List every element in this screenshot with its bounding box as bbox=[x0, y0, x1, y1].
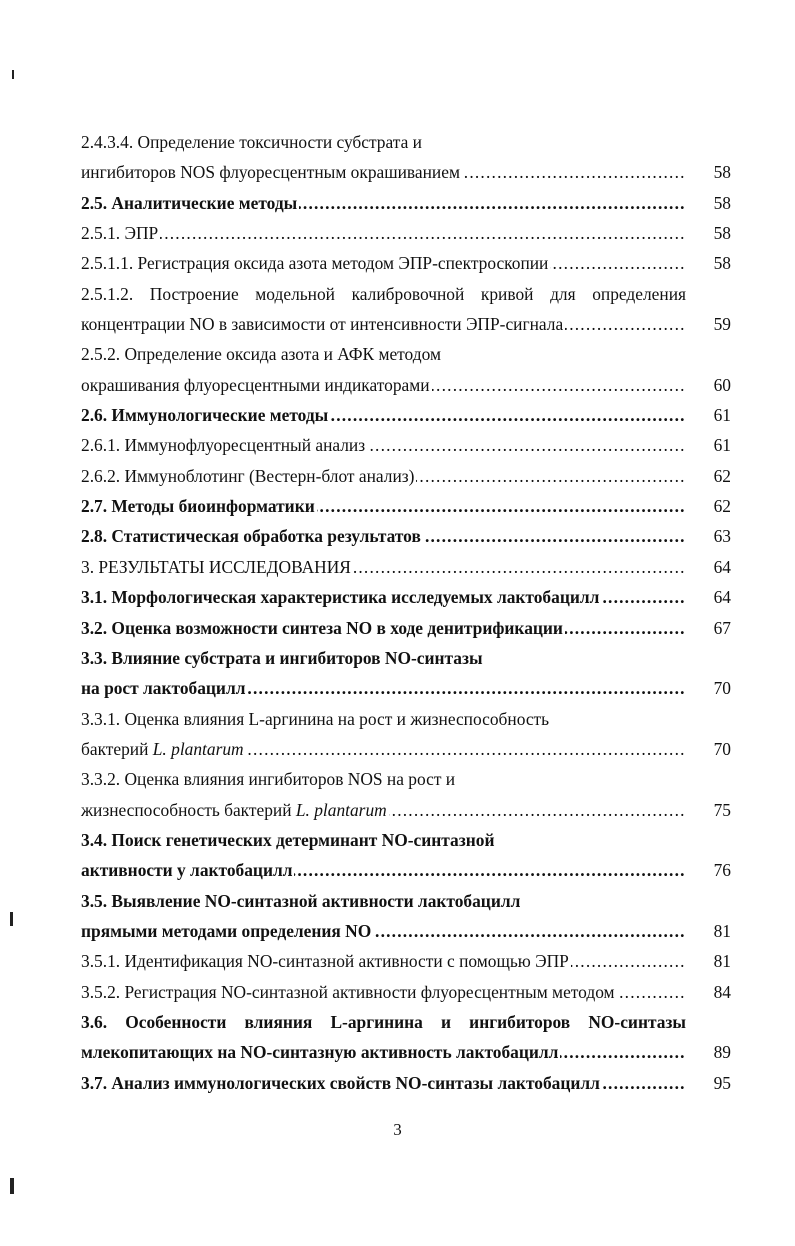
toc-entry-page: 62 bbox=[713, 465, 731, 486]
toc-entry bbox=[81, 157, 731, 187]
toc-entry bbox=[81, 1068, 731, 1098]
toc-entry-page: 62 bbox=[713, 496, 731, 517]
toc-entry bbox=[81, 734, 731, 764]
toc-entry bbox=[81, 491, 731, 521]
leader-dots bbox=[81, 218, 685, 248]
toc-entry-title: 3.5. Выявление NO-синтазной активности лактобацилл bbox=[81, 890, 521, 911]
toc-entry-title: 3.7. Анализ иммунологических свойств NO-синтазы лактобацилл bbox=[81, 1072, 600, 1093]
toc-entry bbox=[81, 370, 731, 400]
toc-entry-title: 3. РЕЗУЛЬТАТЫ ИССЛЕДОВАНИЯ bbox=[81, 556, 351, 577]
table-of-contents bbox=[81, 127, 731, 1098]
toc-entry bbox=[81, 461, 731, 491]
toc-entry-title: 2.5.1. ЭПР bbox=[81, 223, 159, 244]
toc-entry-page: 75 bbox=[713, 799, 731, 820]
toc-entry-title: млекопитающих на NO-синтазную активность лактобацилл bbox=[81, 1042, 559, 1063]
toc-entry bbox=[81, 127, 731, 157]
toc-entry bbox=[81, 552, 731, 582]
toc-entry-page: 67 bbox=[713, 617, 731, 638]
toc-entry bbox=[81, 673, 731, 703]
toc-entry bbox=[81, 795, 731, 825]
toc-entry-title: окрашивания флуоресцентными индикаторами bbox=[81, 374, 430, 395]
toc-entry-page: 81 bbox=[713, 951, 731, 972]
scan-speck bbox=[10, 912, 13, 926]
species-name: L. plantarum bbox=[295, 799, 387, 820]
toc-entry bbox=[81, 764, 731, 794]
toc-entry-page: 64 bbox=[713, 587, 731, 608]
toc-entry-title: 2.7. Методы биоинформатики bbox=[81, 496, 315, 517]
toc-entry-title: жизнеспособность бактерий L. plantarum bbox=[81, 799, 387, 820]
toc-entry-title: 3.5.2. Регистрация NO-синтазной активности флуоресцентным методом bbox=[81, 981, 615, 1002]
toc-entry bbox=[81, 1037, 731, 1067]
toc-entry-title: 3.5.1. Идентификация NO-синтазной активности с помощью ЭПР bbox=[81, 951, 569, 972]
toc-entry bbox=[81, 218, 731, 248]
toc-entry bbox=[81, 248, 731, 278]
toc-entry-title: 2.8. Статистическая обработка результатов bbox=[81, 526, 421, 547]
toc-entry-page: 76 bbox=[713, 860, 731, 881]
toc-entry bbox=[81, 886, 731, 916]
toc-entry-title: бактерий L. plantarum bbox=[81, 738, 244, 759]
toc-entry-title: 2.5.1.2. Построение модельной калибровочной кривой для определения bbox=[81, 283, 686, 304]
toc-entry-title: 3.1. Морфологическая характеристика исследуемых лактобацилл bbox=[81, 587, 600, 608]
toc-entry bbox=[81, 400, 731, 430]
toc-entry bbox=[81, 643, 731, 673]
toc-entry bbox=[81, 188, 731, 218]
toc-entry bbox=[81, 339, 731, 369]
toc-entry bbox=[81, 430, 731, 460]
toc-entry bbox=[81, 309, 731, 339]
toc-entry-title: 3.3.1. Оценка влияния L-аргинина на рост и жизнеспособность bbox=[81, 708, 550, 729]
species-name: L. plantarum bbox=[152, 738, 244, 759]
toc-entry bbox=[81, 521, 731, 551]
toc-entry bbox=[81, 1007, 688, 1037]
toc-entry-page: 64 bbox=[713, 556, 731, 577]
toc-entry-page: 58 bbox=[713, 253, 731, 274]
toc-entry bbox=[81, 977, 731, 1007]
toc-entry bbox=[81, 279, 688, 309]
toc-entry-page: 70 bbox=[713, 678, 731, 699]
toc-entry-title: 3.6. Особенности влияния L-аргинина и ингибиторов NO-синтазы bbox=[81, 1011, 686, 1032]
toc-entry bbox=[81, 916, 731, 946]
toc-entry-title: 2.5.2. Определение оксида азота и АФК методом bbox=[81, 344, 441, 365]
toc-entry-title: 2.6.2. Иммуноблотинг (Вестерн-блот анализ) bbox=[81, 465, 415, 486]
toc-entry-title: 3.2. Оценка возможности синтеза NO в ходе денитрификации bbox=[81, 617, 563, 638]
toc-entry-page: 58 bbox=[713, 192, 731, 213]
toc-entry-title: 2.6. Иммунологические методы bbox=[81, 405, 329, 426]
toc-entry bbox=[81, 704, 731, 734]
toc-entry bbox=[81, 582, 731, 612]
toc-entry bbox=[81, 855, 731, 885]
scan-speck bbox=[10, 1178, 14, 1194]
toc-entry-title: 3.3.2. Оценка влияния ингибиторов NOS на рост и bbox=[81, 769, 456, 790]
toc-entry-title: прямыми методами определения NO bbox=[81, 920, 372, 941]
toc-entry-title: ингибиторов NOS флуоресцентным окрашиванием bbox=[81, 162, 460, 183]
toc-entry-title: концентрации NO в зависимости от интенсивности ЭПР-сигнала bbox=[81, 314, 564, 335]
page-number: 3 bbox=[393, 1120, 402, 1139]
scan-speck bbox=[12, 70, 14, 79]
toc-entry-title: 2.6.1. Иммунофлуоресцентный анализ bbox=[81, 435, 366, 456]
toc-entry-title: 3.3. Влияние субстрата и ингибиторов NO-синтазы bbox=[81, 647, 483, 668]
toc-entry-page: 59 bbox=[713, 314, 731, 335]
toc-entry-title: 2.5. Аналитические методы bbox=[81, 192, 298, 213]
toc-entry bbox=[81, 613, 731, 643]
toc-entry-page: 95 bbox=[713, 1072, 731, 1093]
toc-entry-page: 61 bbox=[713, 405, 731, 426]
toc-entry-page: 81 bbox=[713, 920, 731, 941]
toc-entry-page: 63 bbox=[713, 526, 731, 547]
toc-entry-page: 61 bbox=[713, 435, 731, 456]
toc-entry-page: 58 bbox=[713, 223, 731, 244]
toc-entry-title: на рост лактобацилл bbox=[81, 678, 246, 699]
toc-entry-page: 84 bbox=[713, 981, 731, 1002]
toc-entry bbox=[81, 825, 731, 855]
toc-entry-title: 3.4. Поиск генетических детерминант NO-синтазной bbox=[81, 829, 495, 850]
toc-entry-title: активности у лактобацилл bbox=[81, 860, 293, 881]
toc-entry-page: 70 bbox=[713, 738, 731, 759]
toc-entry-page: 89 bbox=[713, 1042, 731, 1063]
toc-entry-title: 2.5.1.1. Регистрация оксида азота методом ЭПР-спектроскопии bbox=[81, 253, 549, 274]
toc-entry-page: 60 bbox=[713, 374, 731, 395]
toc-entry bbox=[81, 946, 731, 976]
toc-entry-title: 2.4.3.4. Определение токсичности субстрата и bbox=[81, 132, 422, 152]
toc-entry-page: 58 bbox=[713, 162, 731, 183]
